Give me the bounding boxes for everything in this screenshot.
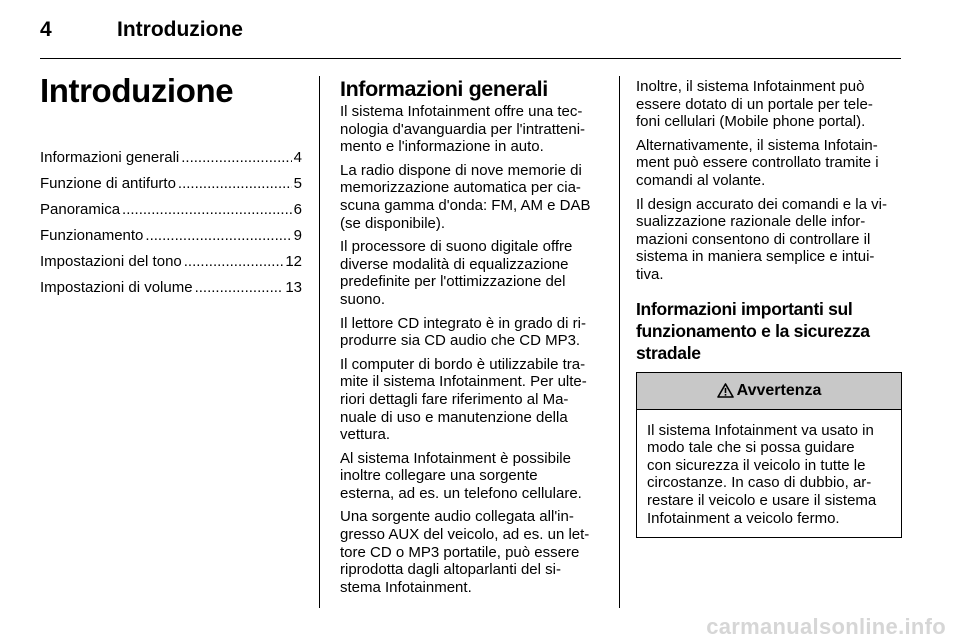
body-paragraph: Il lettore CD integrato è in grado di ri- produrre sia CD audio che CD MP3.: [340, 314, 586, 350]
toc-entry-page: 5: [293, 175, 302, 192]
table-of-contents: [40, 149, 302, 305]
body-paragraph: Al sistema Infotainment è possibile inoltre collegare una sorgente esterna, ad es. un telefono cellulare.: [340, 449, 582, 502]
page-number: 4: [40, 18, 52, 41]
right-column: [636, 78, 908, 538]
body-paragraph: La radio dispone di nove memorie di memorizzazione automatica per cia- scuna gamma d'onda: FM, AM e DAB (se disponibile).: [340, 161, 591, 232]
toc-entry-page: 9: [293, 227, 302, 244]
body-paragraph: Il design accurato dei comandi e la vi- sualizzazione razionale delle infor- mazioni consentono di controllare il sistema in maniera semplice e intui- tiva.: [636, 195, 887, 283]
toc-entry-label: Impostazioni di volume: [40, 279, 193, 296]
toc-entry-label: Funzione di antifurto: [40, 175, 176, 192]
warning-title: Avvertenza: [736, 381, 822, 399]
toc-entry-page: 12: [285, 253, 302, 270]
toc-leader-dots: [122, 201, 292, 218]
toc-entry-label: Funzionamento: [40, 227, 144, 244]
toc-entry-page: 4: [293, 149, 302, 166]
toc-leader-dots: [184, 253, 284, 270]
body-paragraph: Il processore di suono digitale offre diverse modalità di equalizzazione predefinite per l'ottimizzazione del suono.: [340, 238, 573, 308]
section-heading: Informazioni generali: [340, 77, 548, 101]
toc-entry-page: 13: [285, 279, 302, 296]
toc-leader-dots: [181, 149, 291, 166]
warning-box: [636, 372, 902, 539]
body-paragraph: Una sorgente audio collegata all'in- gresso AUX del veicolo, ad es. un let- tore CD o MP3 portatile, può essere riprodotta dagli altoparlanti del si- stema Infotainment.: [340, 508, 590, 596]
toc-entry[interactable]: [40, 175, 302, 201]
toc-leader-dots: [195, 279, 284, 296]
toc-entry[interactable]: [40, 227, 302, 253]
toc-entry-label: Panoramica: [40, 201, 121, 218]
warning-header: [637, 373, 901, 410]
toc-entry-label: Impostazioni del tono: [40, 253, 182, 270]
toc-entry[interactable]: [40, 149, 302, 175]
header-rule: [40, 58, 901, 59]
toc-entry-label: Informazioni generali: [40, 149, 180, 166]
warning-body: Il sistema Infotainment va usato in modo tale che si possa guidare con sicurezza il veicolo in tutte le circostanze. In caso di dubbio, ar- restare il veicolo e usare il sistema Infotainment a veicolo fermo.: [647, 421, 877, 527]
body-paragraph: Il computer di bordo è utilizzabile tra- mite il sistema Infotainment. Per ulte- riori dettagli fare riferimento al Ma- nuale di uso e manutenzione della vettura.: [340, 355, 587, 444]
watermark: carmanualsonline.info: [706, 614, 946, 639]
toc-leader-dots: [145, 227, 291, 244]
column-divider-right: [619, 76, 620, 608]
toc-leader-dots: [178, 175, 292, 192]
toc-entry[interactable]: [40, 201, 302, 227]
warning-triangle-icon: [717, 383, 734, 398]
middle-column: [340, 78, 612, 602]
section-subheading: Informazioni importanti sul funzionamento e la sicurezza stradale: [636, 298, 870, 363]
body-paragraph: Alternativamente, il sistema Infotain- ment può essere controllato tramite i comandi al volante.: [636, 136, 879, 189]
toc-entry-page: 6: [293, 201, 302, 218]
body-paragraph: Il sistema Infotainment offre una tec- nologia d'avanguardia per l'intratteni- mento e l'informazione in auto.: [340, 103, 586, 156]
column-divider-left: [319, 76, 320, 608]
toc-entry[interactable]: [40, 253, 302, 279]
body-paragraph: Inoltre, il sistema Infotainment può essere dotato di un portale per tele- foni cellulari (Mobile phone portal).: [636, 78, 873, 131]
toc-entry[interactable]: [40, 279, 302, 305]
running-header-title: Introduzione: [117, 18, 243, 41]
chapter-title: Introduzione: [40, 72, 234, 109]
